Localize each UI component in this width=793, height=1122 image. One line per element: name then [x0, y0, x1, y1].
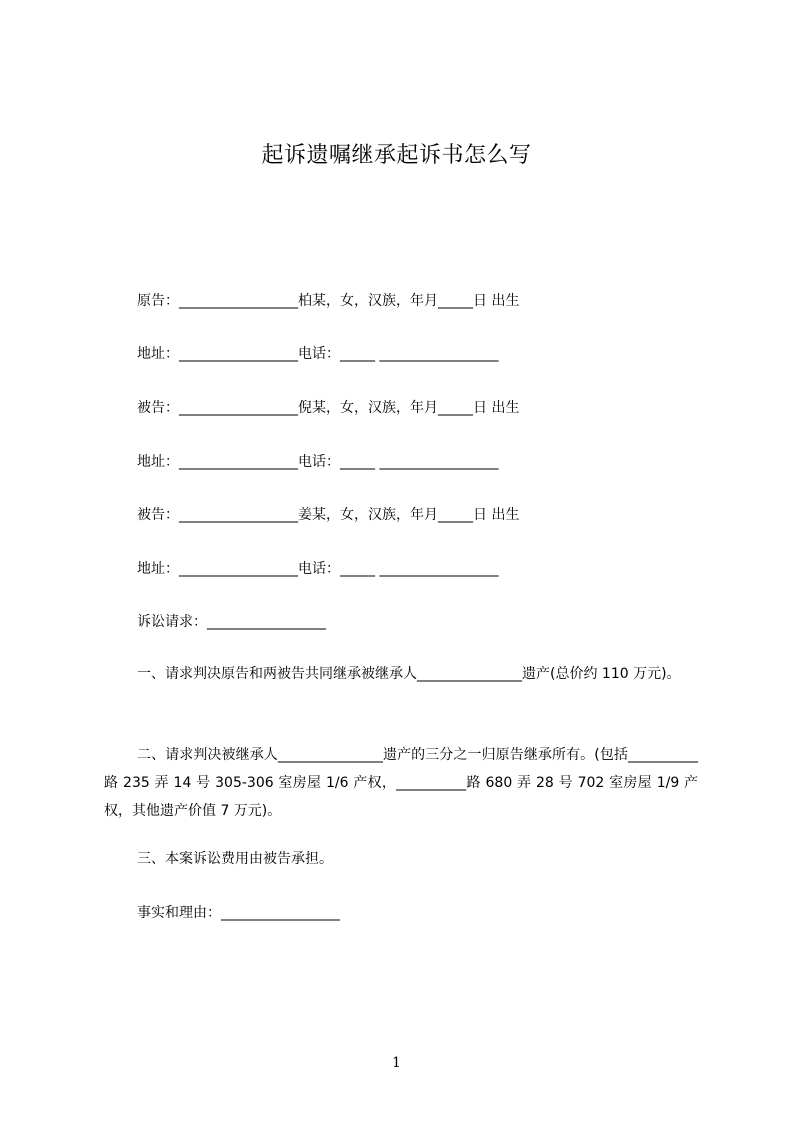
plaintiff-line: 原告：_________________柏某，女，汉族，年月_____日 出生 — [137, 293, 520, 309]
claim-one-paragraph: 一、请求判决原告和两被告共同继承被继承人_______________遗产(总价约 110 万元)。 — [137, 666, 681, 682]
claims-label-line: 诉讼请求：_________________ — [137, 614, 326, 630]
defendant-1-line: 被告：_________________倪某，女，汉族，年月_____日 出生 — [137, 400, 520, 416]
defendant-1-address-line: 地址：_________________电话：_____ _________________ — [137, 454, 499, 470]
defendant-2-line: 被告：_________________姜某，女，汉族，年月_____日 出生 — [137, 507, 520, 523]
page-number: 1 — [392, 1055, 401, 1071]
defendant-2-address-line: 地址：_________________电话：_____ _________________ — [137, 561, 499, 577]
document-title: 起诉遗嘱继承起诉书怎么写 — [261, 143, 532, 168]
facts-label-line: 事实和理由：_________________ — [137, 905, 340, 921]
claim-two-paragraph: 二、请求判决被继承人_______________遗产的三分之一归原告继承所有。(包括__________路 235 弄 14 号 305-306 室房屋 1/6 产权，__________路 680 弄 28 号 702 室房屋 1/9 产权，其他遗产价值 7 万元)。 — [104, 747, 698, 819]
claim-three-line: 三、本案诉讼费用由被告承担。 — [137, 851, 333, 867]
plaintiff-address-line: 地址：_________________电话：_____ _________________ — [137, 346, 499, 362]
